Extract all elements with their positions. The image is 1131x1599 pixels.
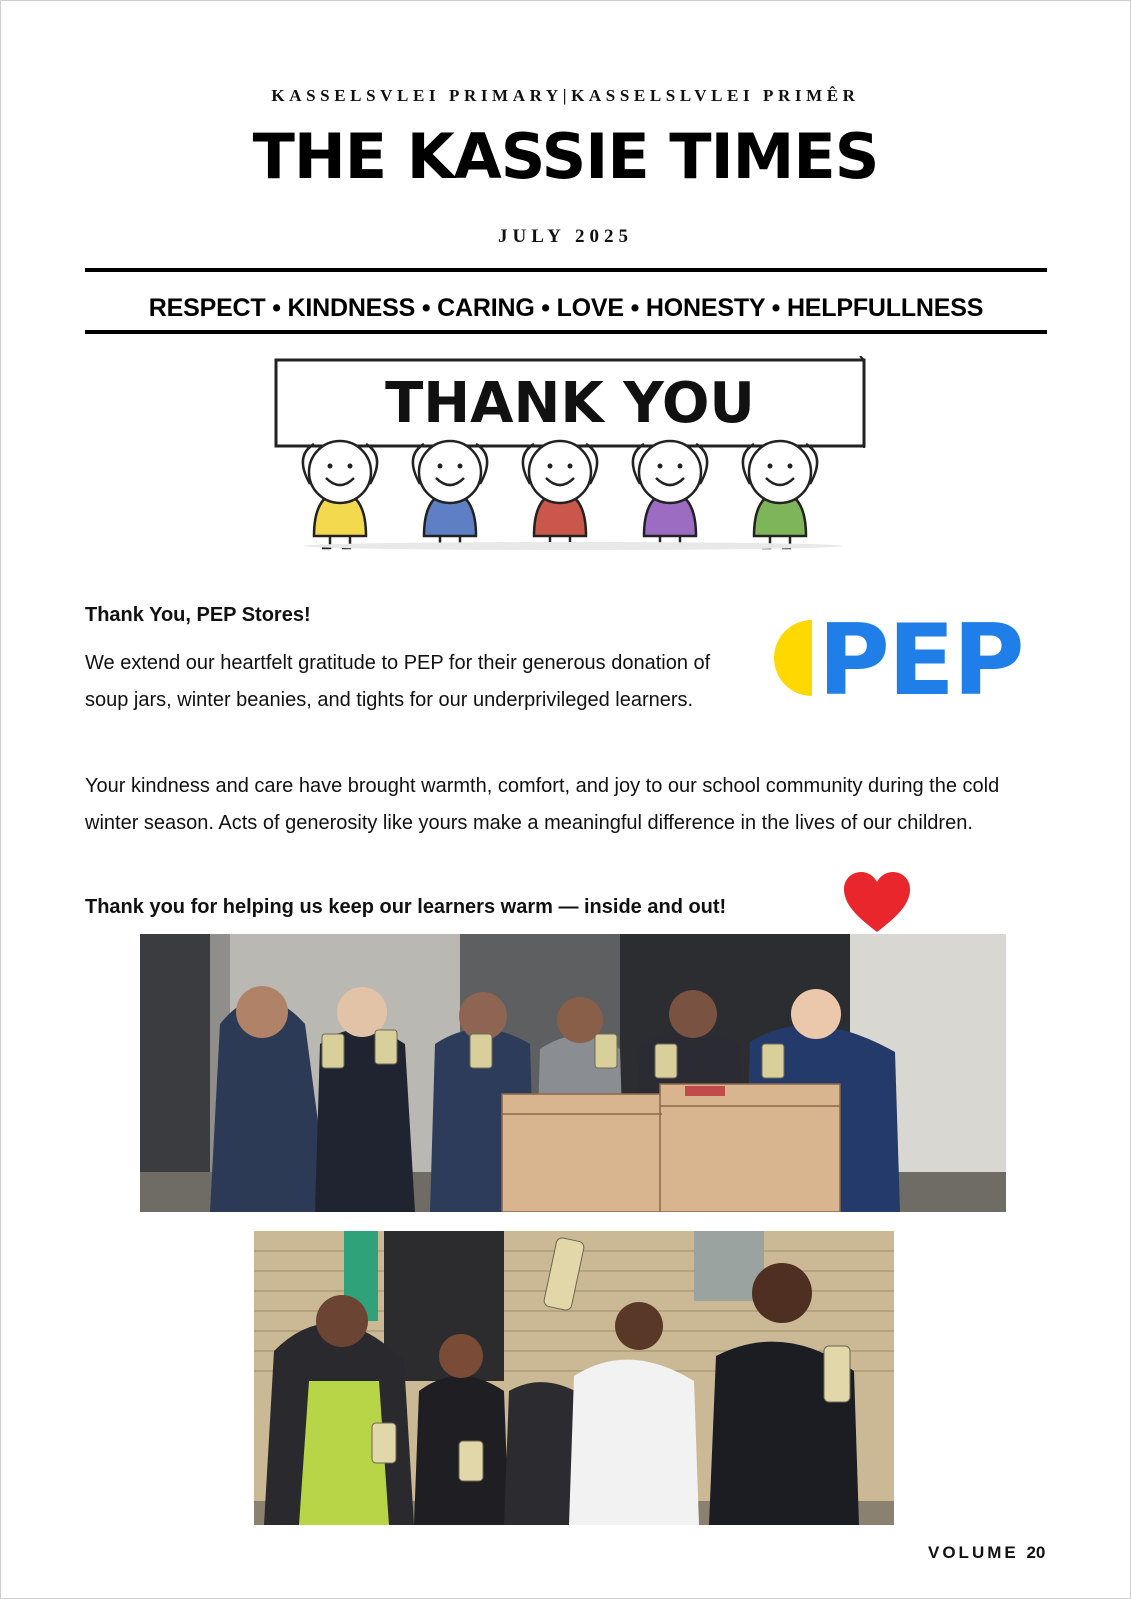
- article-paragraph-2: Your kindness and care have brought warmth, comfort, and joy to our school community during the cold winter season. Acts of generosity like yours make a meaningful difference in the lives of our children.: [85, 775, 1000, 834]
- issue-date: JULY 2025: [498, 226, 633, 247]
- stick-figure: [633, 441, 707, 548]
- pep-logo-text: PEP: [818, 612, 1023, 704]
- staff-donation-photo: [140, 934, 1006, 1212]
- school-values: RESPECT • KINDNESS • CARING • LOVE • HONESTY • HELPFULLNESS: [148, 294, 984, 322]
- school-name: KASSELSVLEI PRIMARY|KASSELSLVLEI PRIMÊR: [271, 86, 860, 105]
- learners-jars-photo: [254, 1231, 894, 1525]
- top-rule: [85, 268, 1047, 272]
- volume-label: VOLUME: [928, 1543, 1019, 1562]
- stick-figure: [523, 441, 597, 548]
- volume-number: [928, 1543, 1045, 1563]
- volume-value: 20: [1026, 1543, 1046, 1562]
- article-paragraph-1: We extend our heartfelt gratitude to PEP for their generous donation of soup jars, winter beanies, and tights for our underprivileged learners.: [85, 652, 711, 711]
- heart-icon: [842, 870, 912, 934]
- bottom-rule: [85, 330, 1047, 334]
- thank-you-banner: [268, 356, 878, 556]
- article-title: Thank You, PEP Stores!: [85, 604, 311, 626]
- pep-logo: [772, 612, 1034, 704]
- banner-text: THANK YOU: [385, 371, 755, 436]
- masthead-title: THE KASSIE TIMES: [252, 120, 879, 193]
- stick-figure: [413, 441, 487, 548]
- article-closing: Thank you for helping us keep our learners warm — inside and out!: [85, 896, 727, 918]
- stick-figure: [303, 441, 377, 548]
- stick-figure: [743, 441, 817, 548]
